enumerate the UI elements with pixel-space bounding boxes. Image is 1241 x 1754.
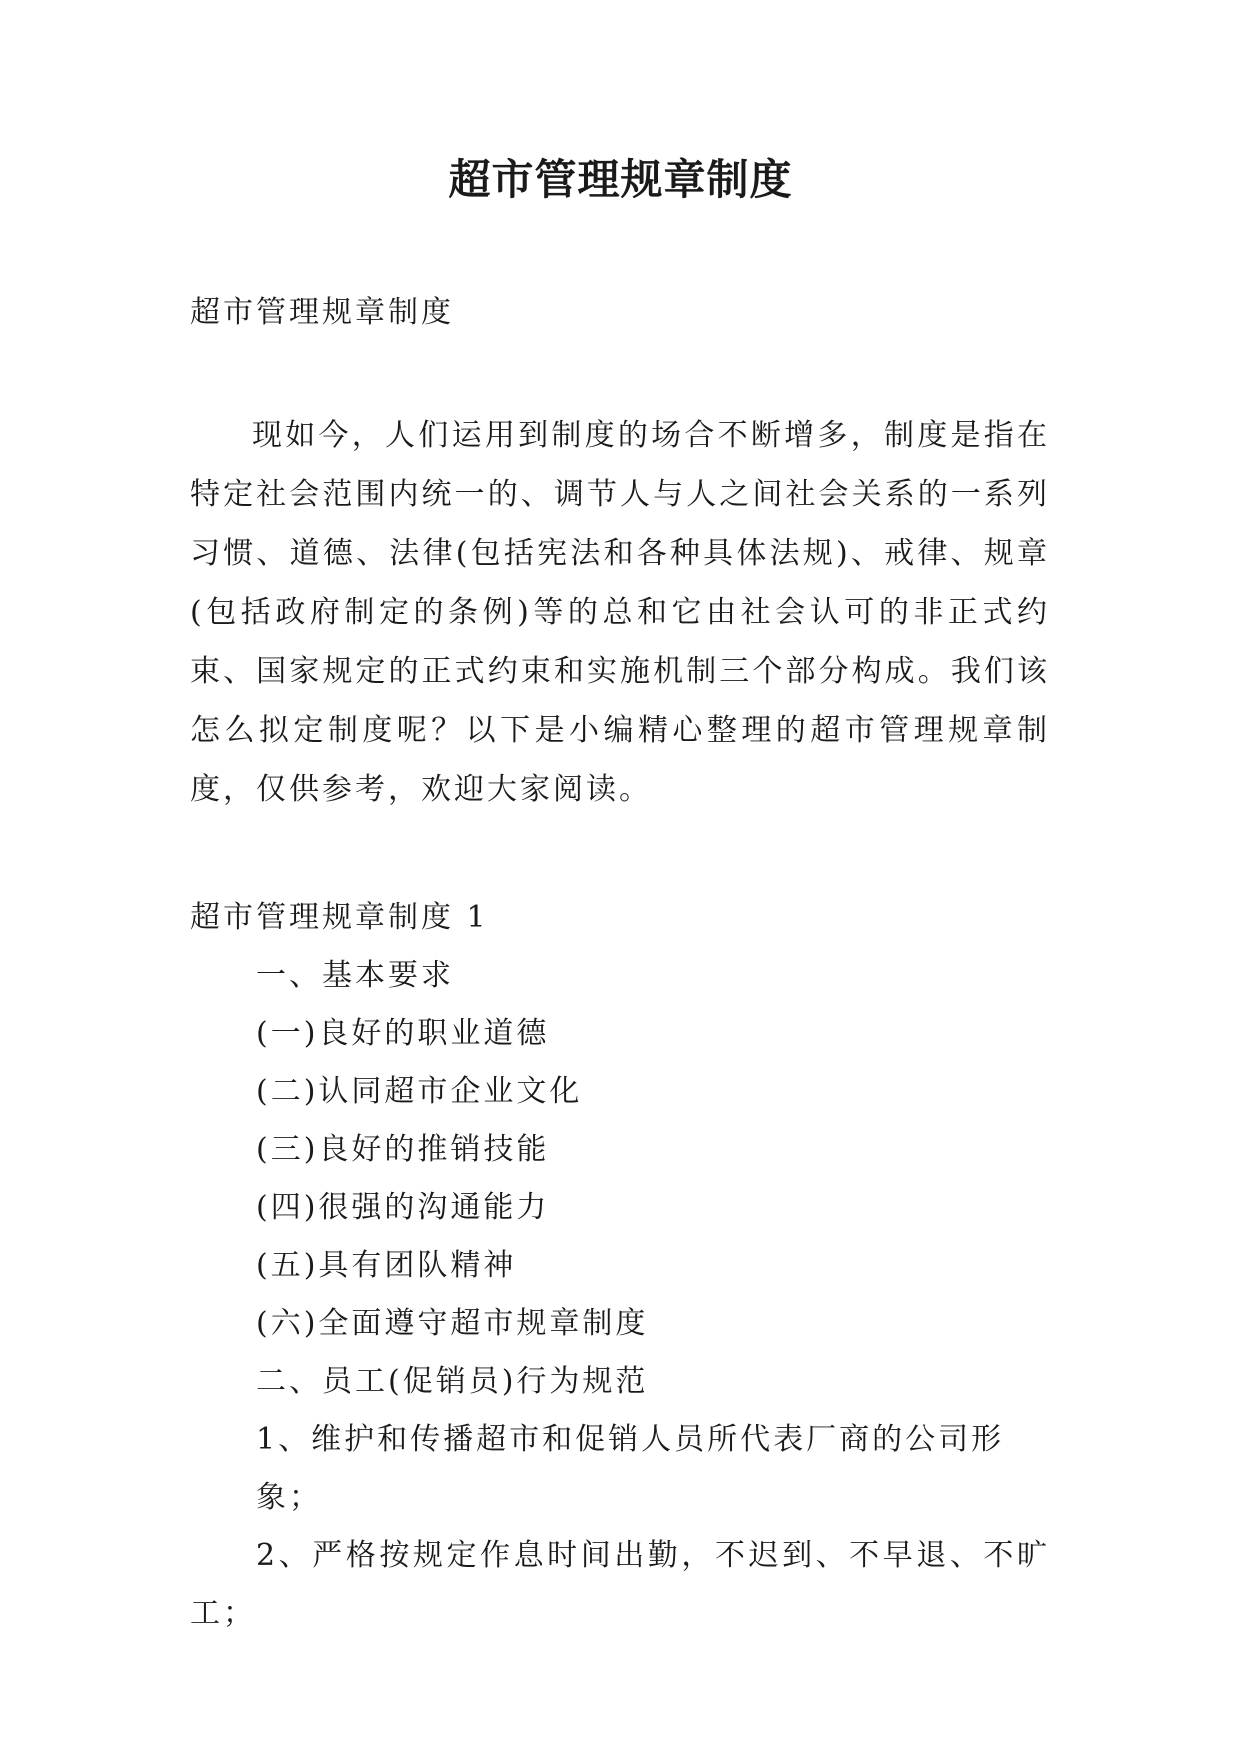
document-body [190, 284, 1050, 1643]
list-item: (二)认同超市企业文化 [256, 1074, 583, 1109]
document-subtitle: 超市管理规章制度 [190, 295, 454, 330]
list-item: (一)良好的职业道德 [256, 1016, 550, 1051]
list-item: (四)很强的沟通能力 [256, 1190, 550, 1225]
section-heading: 超市管理规章制度 1 [190, 900, 489, 935]
document-title: 超市管理规章制度 [448, 155, 793, 204]
list-item: (五)具有团队精神 [256, 1248, 517, 1283]
rule-paragraph: 2、严格按规定作息时间出勤，不迟到、不早退、不旷工； [190, 1538, 1050, 1631]
intro-paragraph: 现如今，人们运用到制度的场合不断增多，制度是指在特定社会范围内统一的、调节人与人之间社会关系的一系列习惯、道德、法律(包括宪法和各种具体法规)、戒律、规章(包括政府制定的条例)等的总和它由社会认可的非正式约束、国家规定的正式约束和实施机制三个部分构成。我们该怎么拟定制度呢？以下是小编精心整理的超市管理规章制度，仅供参考，欢迎大家阅读。 [190, 418, 1050, 807]
list-item: (三)良好的推销技能 [256, 1132, 550, 1167]
list-item: 一、基本要求 [256, 958, 454, 993]
list-item: 二、员工(促销员)行为规范 [256, 1364, 649, 1399]
list-item: (六)全面遵守超市规章制度 [256, 1306, 649, 1341]
list-item: 1、维护和传播超市和促销人员所代表厂商的公司形象； [256, 1422, 1005, 1515]
